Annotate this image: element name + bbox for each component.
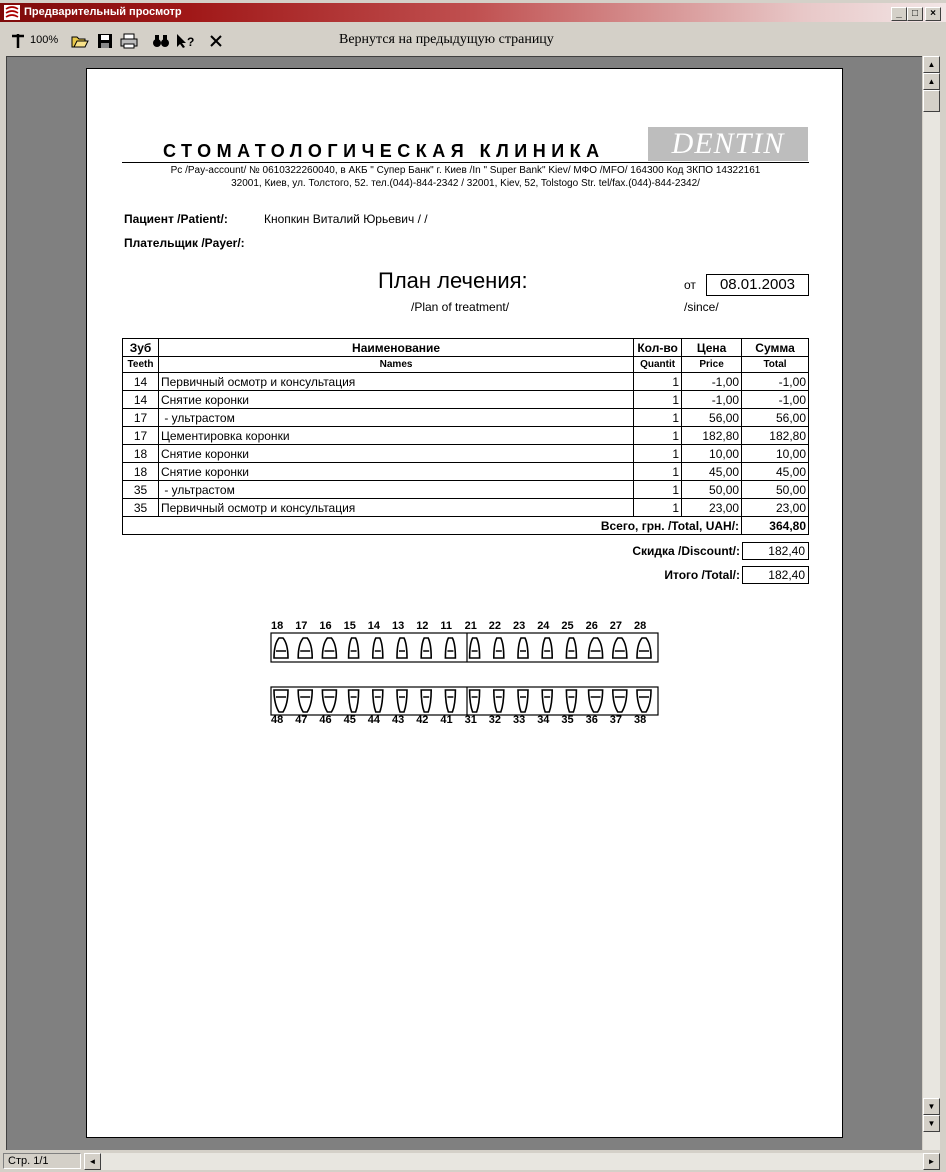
lower-tooth-41[interactable] bbox=[445, 690, 455, 712]
tooth-number-11: 11 bbox=[440, 620, 453, 632]
title-bar[interactable] bbox=[0, 3, 946, 22]
tooth-number-22: 22 bbox=[488, 620, 502, 632]
lower-tooth-42[interactable] bbox=[421, 690, 431, 712]
tooth-number-37: 37 bbox=[609, 714, 623, 726]
header-name: Наименование bbox=[158, 339, 633, 357]
table-row: 35 - ультрастом 1 50,00 50,00 bbox=[123, 481, 809, 499]
lower-tooth-44[interactable] bbox=[373, 690, 383, 712]
tooth-number-24: 24 bbox=[537, 620, 550, 632]
help-icon[interactable] bbox=[174, 32, 196, 50]
tooth-number-46: 46 bbox=[319, 714, 332, 726]
dentin-logo: DENTIN bbox=[648, 127, 808, 161]
upper-tooth-11[interactable] bbox=[445, 638, 455, 658]
plan-subtitle: /Plan of treatment/ bbox=[411, 300, 510, 314]
tooth-number-48: 48 bbox=[271, 714, 284, 726]
subheader-name: Names bbox=[158, 357, 633, 373]
scroll-thumb[interactable] bbox=[923, 90, 940, 112]
address-details: 32001, Киев, ул. Толстого, 52. тел.(044)-844-2342 / 32001, Kiev, 52, Tolstogo Str. tel/fax.(044)-844-2342/ bbox=[231, 178, 700, 189]
tooth-number-44: 44 bbox=[367, 714, 381, 726]
header-price: Цена bbox=[682, 339, 742, 357]
open-folder-icon[interactable] bbox=[70, 32, 90, 50]
close-button[interactable]: × bbox=[925, 7, 941, 21]
upper-tooth-27[interactable] bbox=[613, 638, 627, 658]
upper-tooth-22[interactable] bbox=[494, 638, 504, 658]
tooth-number-36: 36 bbox=[585, 714, 598, 726]
header-qty: Кол-во bbox=[634, 339, 682, 357]
tooth-number-23: 23 bbox=[513, 620, 526, 632]
lower-tooth-38[interactable] bbox=[637, 690, 651, 712]
grand-total-label: Итого /Total/: bbox=[664, 568, 740, 582]
upper-tooth-12[interactable] bbox=[421, 638, 431, 658]
discount-value: 182,40 bbox=[742, 542, 809, 560]
since-label: /since/ bbox=[684, 300, 719, 314]
upper-tooth-16[interactable] bbox=[322, 638, 336, 658]
tooth-number-43: 43 bbox=[392, 714, 405, 726]
header-teeth: Зуб bbox=[123, 339, 159, 357]
status-bar bbox=[0, 1150, 946, 1172]
tooth-number-33: 33 bbox=[513, 714, 526, 726]
patient-name: Кнопкин Виталий Юрьевич / / bbox=[264, 212, 428, 226]
upper-tooth-21[interactable] bbox=[470, 638, 480, 658]
total-value: 364,80 bbox=[742, 517, 809, 535]
table-row: 17 - ультрастом 1 56,00 56,00 bbox=[123, 409, 809, 427]
maximize-button[interactable]: □ bbox=[907, 7, 923, 21]
page-indicator: Стр. 1/1 bbox=[3, 1153, 81, 1169]
plan-date: 08.01.2003 bbox=[706, 274, 809, 296]
horizontal-scrollbar[interactable] bbox=[84, 1153, 940, 1170]
bank-details: Рс /Pay-account/ № 0610322260040, в АКБ " Супер Банк" г. Киев /In " Super Bank" Kiev/ МФО /MFO/ 164300 Код ЗКПО 14322161 bbox=[170, 165, 761, 176]
lower-tooth-48[interactable] bbox=[274, 690, 288, 712]
lower-tooth-33[interactable] bbox=[518, 690, 528, 712]
scroll-down-button[interactable]: ▼ bbox=[923, 1115, 940, 1132]
subheader-total: Total bbox=[742, 357, 809, 373]
tooth-number-42: 42 bbox=[416, 714, 429, 726]
lower-tooth-34[interactable] bbox=[542, 690, 552, 712]
plan-title: План лечения: bbox=[378, 268, 528, 293]
zoom-level[interactable]: 100% bbox=[30, 34, 59, 46]
subheader-price: Price bbox=[682, 357, 742, 373]
tooth-number-38: 38 bbox=[634, 714, 647, 726]
tooth-number-25: 25 bbox=[561, 620, 574, 632]
scroll-up-button[interactable]: ▲ bbox=[923, 56, 940, 73]
tooth-number-13: 13 bbox=[392, 620, 405, 632]
tooth-number-45: 45 bbox=[343, 714, 356, 726]
close-preview-icon[interactable] bbox=[206, 32, 226, 50]
lower-tooth-35[interactable] bbox=[566, 690, 576, 712]
patient-label: Пациент /Patient/: bbox=[124, 212, 228, 226]
tooth-number-18: 18 bbox=[271, 620, 284, 632]
lower-tooth-43[interactable] bbox=[397, 690, 407, 712]
header-divider bbox=[122, 162, 809, 163]
clinic-title: СТОМАТОЛОГИЧЕСКАЯ КЛИНИКА bbox=[163, 141, 605, 161]
tooth-number-26: 26 bbox=[585, 620, 598, 632]
total-row bbox=[123, 517, 809, 535]
table-row: 14 Первичный осмотр и консультация 1 -1,00 -1,00 bbox=[123, 373, 809, 391]
scroll-up-page-button[interactable]: ▲ bbox=[923, 73, 940, 90]
tooth-number-31: 31 bbox=[464, 714, 477, 726]
lower-tooth-46[interactable] bbox=[322, 690, 336, 712]
lower-tooth-31[interactable] bbox=[470, 690, 480, 712]
upper-tooth-18[interactable] bbox=[274, 638, 288, 658]
scroll-down-page-button[interactable]: ▼ bbox=[923, 1098, 940, 1115]
total-label: Всего, грн. /Total, UAH/: bbox=[123, 517, 742, 535]
grand-total-value: 182,40 bbox=[742, 566, 809, 584]
tooth-number-16: 16 bbox=[319, 620, 332, 632]
payer-label: Плательщик /Payer/: bbox=[124, 236, 245, 250]
tooth-number-41: 41 bbox=[440, 714, 453, 726]
tooth-number-27: 27 bbox=[609, 620, 623, 632]
upper-tooth-26[interactable] bbox=[589, 638, 603, 658]
date-prefix: от bbox=[684, 278, 696, 292]
scroll-left-button[interactable]: ◄ bbox=[84, 1153, 101, 1170]
lower-tooth-36[interactable] bbox=[589, 690, 603, 712]
upper-tooth-15[interactable] bbox=[349, 638, 359, 658]
discount-label: Скидка /Discount/: bbox=[632, 544, 740, 558]
upper-tooth-25[interactable] bbox=[566, 638, 576, 658]
upper-tooth-23[interactable] bbox=[518, 638, 528, 658]
lower-tooth-47[interactable] bbox=[298, 690, 312, 712]
document-page bbox=[86, 68, 843, 1138]
subheader-teeth: Teeth bbox=[123, 357, 159, 373]
table-row: 17 Цементировка коронки 1 182,80 182,80 bbox=[123, 427, 809, 445]
window-title: Предварительный просмотр bbox=[24, 6, 182, 18]
toolbar bbox=[0, 24, 946, 56]
tooth-number-15: 15 bbox=[343, 620, 356, 632]
subheader-qty: Quantit bbox=[634, 357, 682, 373]
table-row: 18 Снятие коронки 1 45,00 45,00 bbox=[123, 463, 809, 481]
scroll-right-button[interactable]: ► bbox=[923, 1153, 940, 1170]
tooth-number-32: 32 bbox=[488, 714, 502, 726]
back-link[interactable]: Вернутся на предыдущую страницу bbox=[339, 32, 554, 47]
lower-tooth-32[interactable] bbox=[494, 690, 504, 712]
minimize-button[interactable]: _ bbox=[891, 7, 907, 21]
upper-tooth-13[interactable] bbox=[397, 638, 407, 658]
upper-tooth-28[interactable] bbox=[637, 638, 651, 658]
save-icon[interactable] bbox=[95, 32, 115, 50]
find-icon[interactable] bbox=[150, 32, 172, 50]
lower-tooth-45[interactable] bbox=[349, 690, 359, 712]
upper-tooth-24[interactable] bbox=[542, 638, 552, 658]
dental-chart bbox=[270, 620, 670, 730]
tooth-number-34: 34 bbox=[537, 714, 550, 726]
tooth-number-35: 35 bbox=[561, 714, 574, 726]
tooth-number-28: 28 bbox=[634, 620, 647, 632]
upper-tooth-14[interactable] bbox=[373, 638, 383, 658]
tooth-number-12: 12 bbox=[416, 620, 429, 632]
app-icon bbox=[4, 5, 20, 20]
lower-tooth-37[interactable] bbox=[613, 690, 627, 712]
table-row: 14 Снятие коронки 1 -1,00 -1,00 bbox=[123, 391, 809, 409]
table-row: 18 Снятие коронки 1 10,00 10,00 bbox=[123, 445, 809, 463]
treatment-table bbox=[122, 338, 809, 535]
tooth-number-14: 14 bbox=[367, 620, 381, 632]
tooth-number-47: 47 bbox=[295, 714, 308, 726]
print-icon[interactable] bbox=[119, 32, 139, 50]
zoom-icon[interactable] bbox=[8, 32, 28, 50]
vertical-scrollbar[interactable] bbox=[923, 56, 940, 1150]
header-total: Сумма bbox=[742, 339, 809, 357]
table-row: 35 Первичный осмотр и консультация 1 23,00 23,00 bbox=[123, 499, 809, 517]
upper-tooth-17[interactable] bbox=[298, 638, 312, 658]
tooth-number-17: 17 bbox=[295, 620, 308, 632]
svg-text:?: ? bbox=[187, 35, 195, 49]
tooth-number-21: 21 bbox=[464, 620, 477, 632]
